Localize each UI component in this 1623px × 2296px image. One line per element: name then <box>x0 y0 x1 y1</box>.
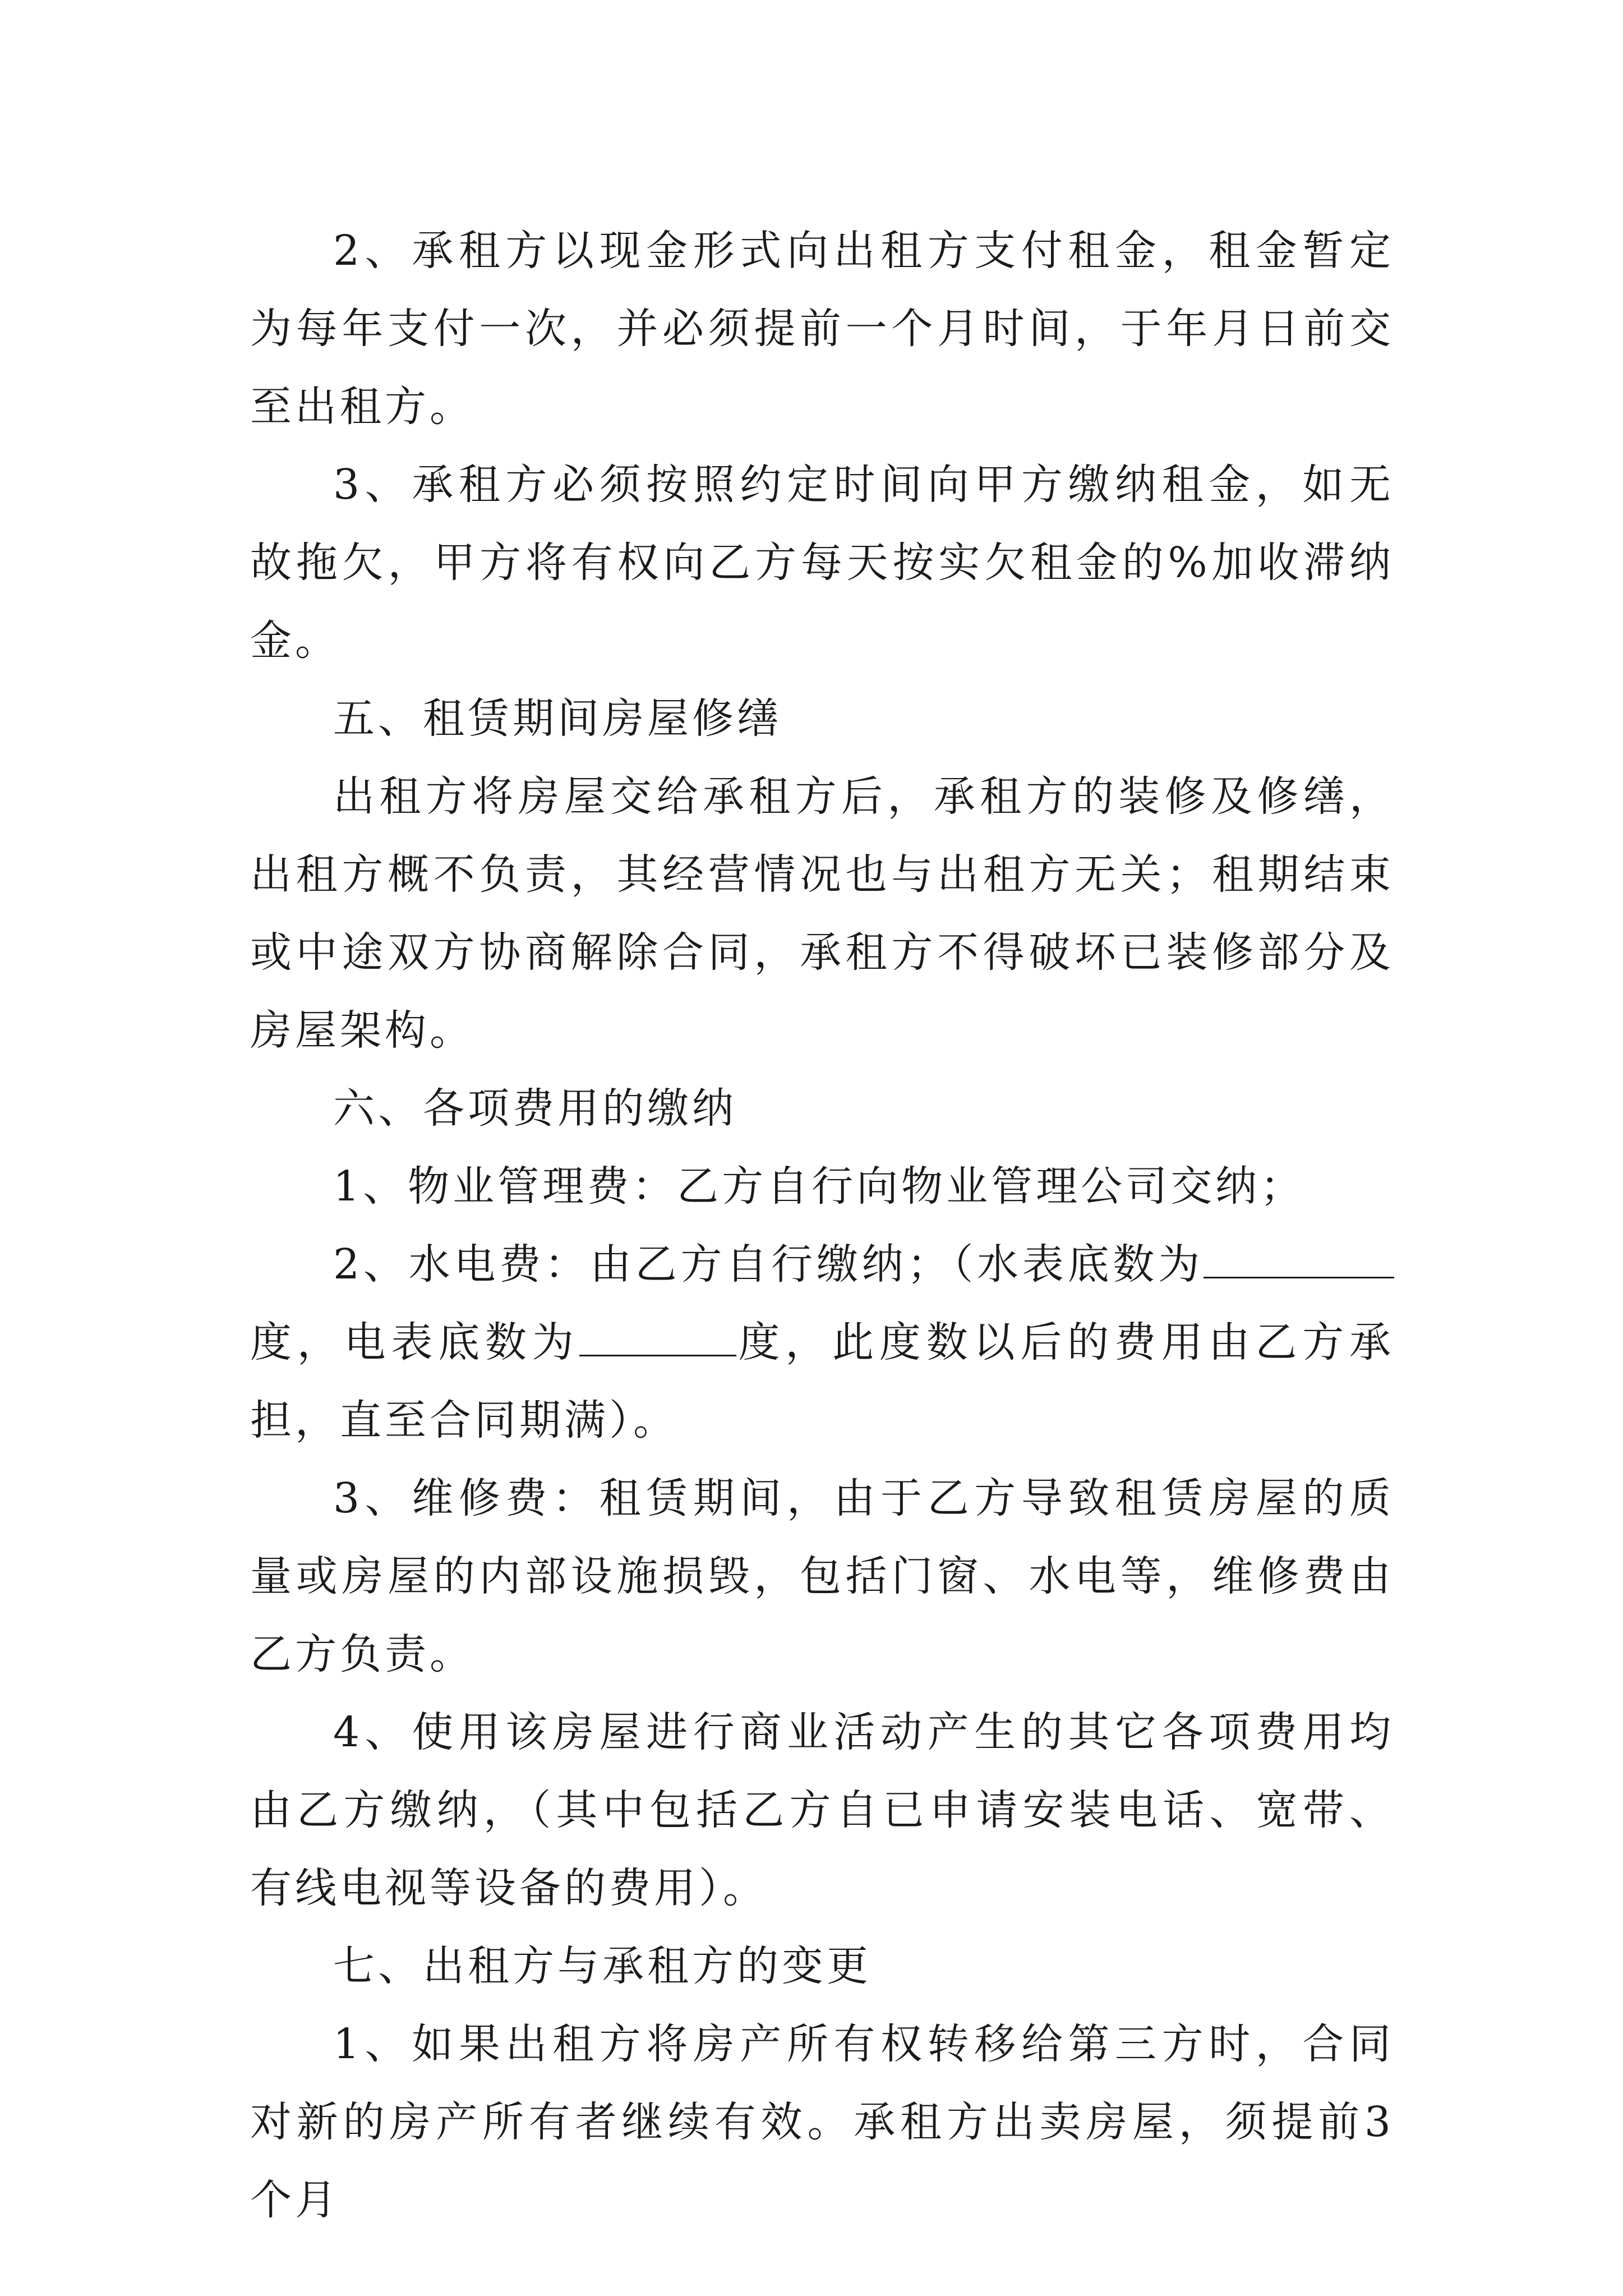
water-meter-blank <box>1204 1237 1394 1278</box>
document-body <box>250 212 1394 2239</box>
section-heading-fees: 六、各项费用的缴纳 <box>333 1084 737 1133</box>
utilities-text-part-2: 度，电表底数为 <box>250 1318 579 1366</box>
utilities-text-part-1: 2、水电费：由乙方自行缴纳；（水表底数为 <box>333 1240 1204 1289</box>
section-heading-repairs: 五、租赁期间房屋修缮 <box>333 694 782 743</box>
clause-maintenance: 3、维修费：租赁期间，由于乙方导致租赁房屋的质量或房屋的内部设施损毁，包括门窗、水电等，维修费由乙方负责。 <box>250 1474 1394 1678</box>
clause-late-fee: 3、承租方必须按照约定时间向甲方缴纳租金，如无故拖欠，甲方将有权向乙方每天按实欠租金的%加收滞纳金。 <box>250 461 1394 665</box>
clause-renovation: 出租方将房屋交给承租方后，承租方的装修及修缮，出租方概不负责，其经营情况也与出租方无关；租期结束或中途双方协商解除合同，承租方不得破坏已装修部分及房屋架构。 <box>250 772 1394 1055</box>
clause-ownership-transfer: 1、如果出租方将房产所有权转移给第三方时，合同对新的房产所有者继续有效。承租方出卖房屋，须提前3个月 <box>250 2020 1394 2224</box>
utilities-text-part-3: 度，此度数以后的费用由乙方承担，直至合同期满）。 <box>250 1318 1395 1444</box>
section-heading-changes: 七、出租方与承租方的变更 <box>333 1942 872 1990</box>
clause-business-fees: 4、使用该房屋进行商业活动产生的其它各项费用均由乙方缴纳，（其中包括乙方自已申请安装电话、宽带、有线电视等设备的费用）。 <box>250 1708 1394 1912</box>
clause-utilities <box>250 1226 1394 1460</box>
electric-meter-blank <box>579 1315 736 1356</box>
clause-rent-payment: 2、承租方以现金形式向出租方支付租金，租金暂定为每年支付一次，并必须提前一个月时间，于年月日前交至出租方。 <box>250 227 1394 431</box>
clause-property-fee: 1、物业管理费：乙方自行向物业管理公司交纳； <box>333 1162 1306 1211</box>
